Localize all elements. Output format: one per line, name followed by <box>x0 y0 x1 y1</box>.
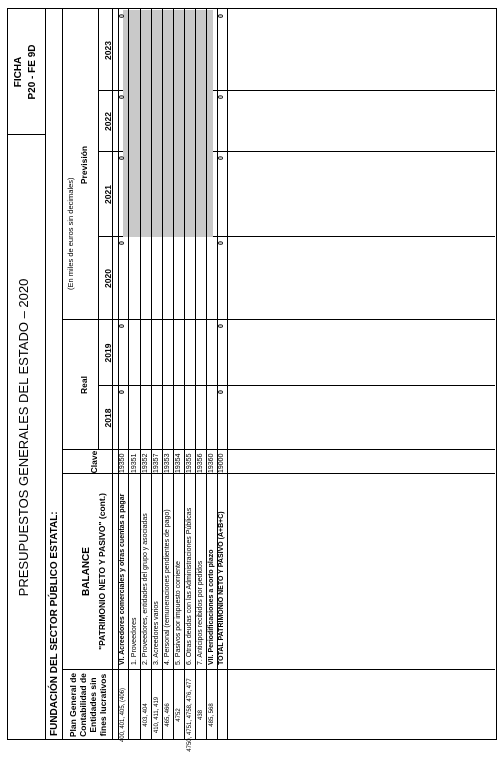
row-label: 6. Otras deudas con las Administraciones Públicas <box>186 507 193 665</box>
pgc-accounts: 403, 404 <box>143 703 149 727</box>
col-header-pgc <box>68 670 108 740</box>
row-value: 0 <box>218 324 225 328</box>
pgc-accounts: 4752 <box>176 708 182 722</box>
row-clave: 19350 <box>119 453 126 473</box>
row-value: 0 <box>218 14 225 18</box>
row-label: 2. Proveedores, entidades del grupo y asociadas <box>142 513 149 665</box>
row-value: 0 <box>218 156 225 160</box>
pgc-accounts: 4750, 4751, 4758, 476, 477 <box>187 678 193 752</box>
col-header-balance-sub: "PATRIMONIO NETO Y PASIVO" (cont.) <box>97 493 107 650</box>
pgc-accounts: 400, 401, 405, (406) <box>120 687 126 743</box>
pgc-accounts: 438 <box>198 710 204 721</box>
row-value: 0 <box>119 156 126 160</box>
row-label: 1. Proveedores <box>131 617 138 665</box>
col-header-clave: Clave <box>89 450 99 474</box>
pgc-accounts: 465, 466 <box>165 703 171 727</box>
table-row <box>152 0 162 669</box>
page-title: PRESUPUESTOS GENERALES DEL ESTADO – 2020 <box>16 278 31 597</box>
row-label: 7. Anticipos recibidos por pedidos <box>197 560 204 665</box>
row-clave: 19356 <box>197 453 204 473</box>
row-label: 4. Personal (remuneraciones pendientes de pago) <box>164 509 171 665</box>
row-value: 0 <box>218 95 225 99</box>
col-header-balance: BALANCE <box>81 547 92 596</box>
row-label: 3. Acreedores varios <box>153 601 160 665</box>
year-header: 2021 <box>103 185 113 204</box>
table-row <box>174 0 184 669</box>
entity-label: FUNDACIÓN DEL SECTOR PÚBLICO ESTATAL: <box>49 511 60 736</box>
table-row <box>185 0 195 669</box>
pgc-accounts: 410, 411, 419 <box>154 696 160 734</box>
row-clave: 19353 <box>164 453 171 473</box>
row-value: 0 <box>119 95 126 99</box>
pgc-accounts: 485, 568 <box>209 703 215 727</box>
table-row <box>217 0 227 669</box>
col-header-pgc-text: Plan General de Contabilidad de Entidades sin fines lucrativos <box>68 672 108 738</box>
table-row <box>130 0 140 669</box>
year-header: 2020 <box>103 269 113 288</box>
row-value: 0 <box>218 241 225 245</box>
table-row <box>163 0 173 669</box>
row-clave: 19352 <box>142 453 149 473</box>
col-header-real: Real <box>79 376 89 394</box>
table-row <box>141 0 151 669</box>
year-header: 2023 <box>103 41 113 60</box>
table-row <box>207 0 217 669</box>
row-clave: 19351 <box>131 453 138 473</box>
units-note: (En miles de euros sin decimales) <box>66 177 75 290</box>
year-header: 2018 <box>103 408 113 428</box>
row-clave: 19355 <box>186 453 193 473</box>
row-label: VII. Periodificaciones a corto plazo <box>208 549 215 665</box>
year-header: 2022 <box>103 112 113 131</box>
row-value: 0 <box>119 324 126 328</box>
row-clave: 19354 <box>175 453 182 473</box>
row-value: 0 <box>218 390 225 394</box>
row-label: VI. Acreedores comerciales y otras cuentas a pagar <box>119 493 126 665</box>
row-value: 0 <box>119 14 126 18</box>
row-clave: 19360 <box>208 453 215 473</box>
table-row <box>118 0 128 669</box>
table-row <box>196 0 206 669</box>
col-header-prevision: Previsión <box>79 145 89 185</box>
ficha-code: P20 - FE 9D <box>27 44 38 100</box>
year-header: 2019 <box>103 343 113 363</box>
ficha-label: FICHA <box>13 56 24 88</box>
row-label: TOTAL PATRIMONIO NETO Y PASIVO (A+B+C) <box>218 511 225 665</box>
row-clave: 19357 <box>153 453 160 473</box>
row-value: 0 <box>119 390 126 394</box>
row-value: 0 <box>119 241 126 245</box>
row-clave: 19000 <box>218 453 225 473</box>
row-label: 5. Pasivos por impuesto corriente <box>175 561 182 665</box>
